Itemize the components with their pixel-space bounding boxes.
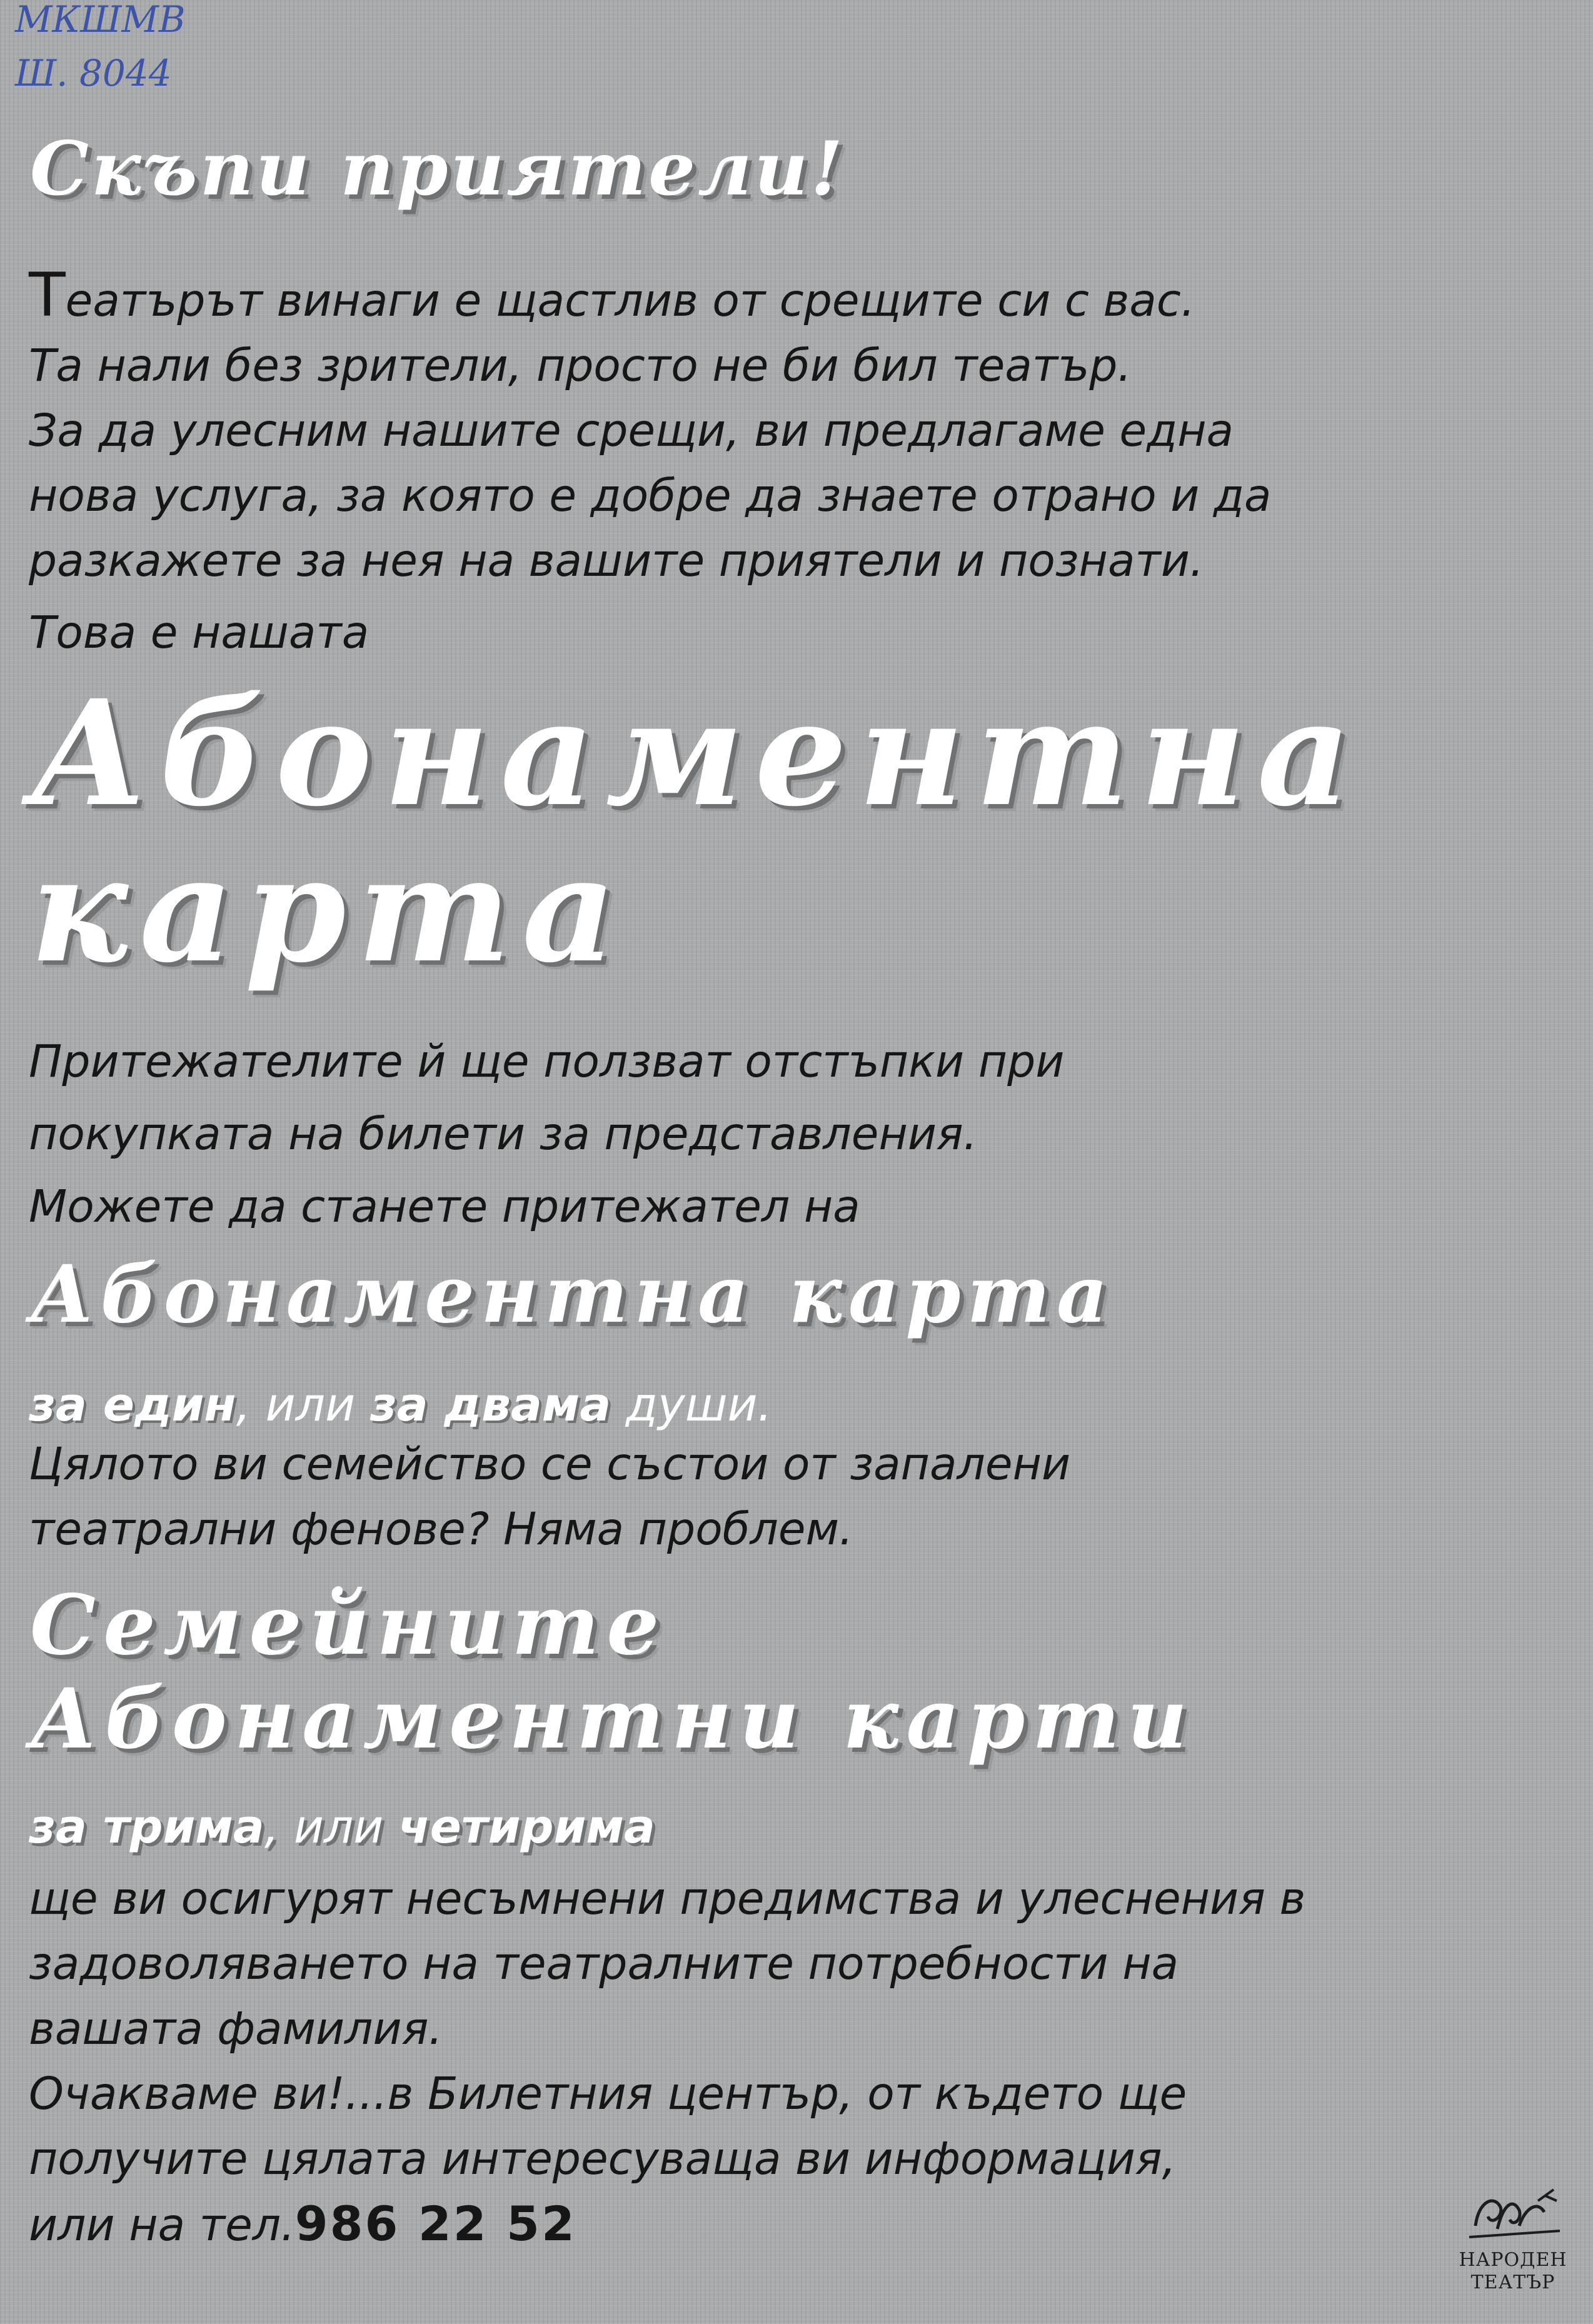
intro-line-1: [29, 260, 1272, 333]
benefits-line-1: ще ви осигурят несъмнени предимства и улеснения в: [29, 1873, 1306, 1924]
handwritten-note-top: МКШМВ: [15, 0, 186, 41]
owners-line-2: покупката на билети за представления.: [29, 1108, 978, 1160]
title-line-2: карта: [30, 824, 628, 995]
logo-text-line-1: НАРОДЕН: [1459, 2249, 1567, 2271]
benefits-line-4: Очакваме ви!...в Билетния център, от където ще: [29, 2068, 1187, 2120]
greeting-heading: Скъпи приятели!: [30, 125, 846, 212]
persons-sep-b: , или: [264, 1800, 398, 1854]
owners-paragraph: [29, 1025, 1064, 1243]
owners-line-1: Притежателите й ще ползват отстъпки при: [29, 1035, 1065, 1087]
family-heading-line-1: Семейните: [30, 1577, 667, 1674]
family-heading-line-2: Абонаментни карти: [30, 1671, 1195, 1768]
intro-paragraph: [29, 260, 1272, 593]
title-line-1: Абонаментна: [30, 668, 1362, 838]
family-question-line-2: театрални фенове? Няма проблем.: [29, 1503, 853, 1555]
intro-lead: Това е нашата: [29, 606, 369, 658]
benefits-line-6: [29, 2191, 1305, 2258]
benefits-line-3: вашата фамилия.: [29, 2003, 443, 2055]
owners-line-3: Можете да станете притежател на: [29, 1180, 860, 1232]
theatre-logo-icon: [1450, 2182, 1575, 2251]
intro-dropcap: Т: [29, 260, 66, 330]
family-question: [29, 1432, 1070, 1562]
persons-four: четирима: [398, 1800, 655, 1854]
persons-two: за двама: [369, 1378, 611, 1432]
intro-line-2: Та нали без зрители, просто не би бил театър.: [29, 340, 1132, 391]
phone-number: 986 22 52: [294, 2196, 576, 2251]
phone-prefix: или на тел.: [29, 2199, 295, 2251]
benefits-paragraph: [29, 1866, 1305, 2258]
persons-sep-a: , или: [236, 1378, 370, 1432]
theatre-logo: [1450, 2182, 1575, 2301]
subscription-card-title: [30, 668, 1362, 995]
intro-line-3: За да улесним нашите срещи, ви предлагаме една: [29, 405, 1234, 456]
family-cards-heading: [30, 1579, 1195, 1766]
handwritten-note-number: Ш. 8044: [15, 52, 172, 94]
intro-line-5: разкажете за нея на вашите приятели и познати.: [29, 535, 1204, 586]
persons-three: за трима: [29, 1800, 264, 1854]
card-heading: Абонаментна карта: [30, 1248, 1114, 1341]
intro-line-4: нова услуга, за която е добре да знаете отрано и да: [29, 470, 1272, 521]
persons-one-two: [29, 1372, 772, 1437]
benefits-line-5: получите цялата интересуваща ви информация,: [29, 2133, 1177, 2185]
intro-line-1-text: еатърът винаги е щастлив от срещите си с вас.: [65, 274, 1195, 326]
benefits-line-2: задоволяването на театралните потребности на: [29, 1938, 1179, 1989]
persons-three-four: [29, 1794, 655, 1859]
family-question-line-1: Цялото ви семейство се състои от запалени: [29, 1438, 1071, 1490]
persons-tail: души.: [611, 1378, 773, 1432]
persons-one: за един: [29, 1378, 236, 1432]
logo-text-line-2: ТЕАТЪР: [1470, 2271, 1555, 2293]
